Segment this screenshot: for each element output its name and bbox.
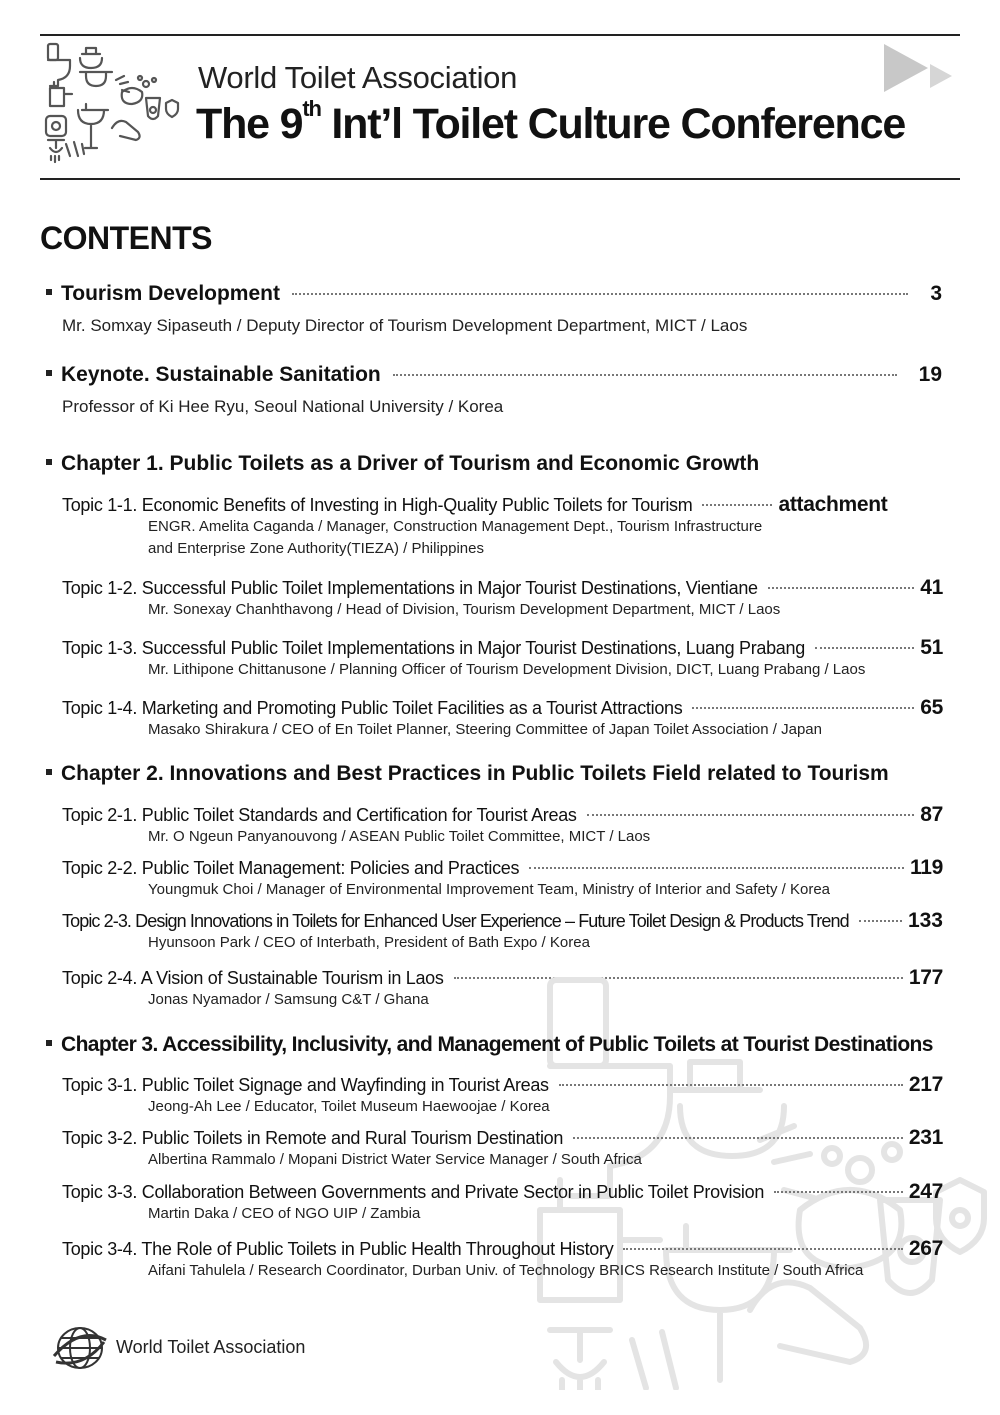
toc-page-number: 177 (908, 966, 943, 989)
topic-author: Masako Shirakura / CEO of En Toilet Planner, Steering Committee of Japan Toilet Association / Japan (148, 721, 822, 738)
toc-topic-1-2[interactable] (62, 576, 943, 600)
toc-page-number: 217 (908, 1073, 943, 1096)
dot-leader (529, 867, 904, 869)
bullet-square-icon (46, 289, 52, 295)
toc-page-number: 87 (920, 803, 943, 826)
toc-page-number: attachment (778, 493, 888, 516)
toc-page-number: 41 (920, 576, 943, 599)
topic-title: Topic 1-2. Successful Public Toilet Implementations in Major Tourist Destinations, Vientiane (62, 578, 758, 598)
conference-title-superscript: th (302, 96, 321, 121)
header-bottom-rule (40, 178, 960, 180)
toc-entry-keynote[interactable] (46, 363, 942, 387)
topic-title: Topic 3-2. Public Toilets in Remote and Rural Tourism Destination (62, 1128, 564, 1148)
author-line: ENGR. Amelita Caganda / Manager, Construction Management Dept., Tourism Infrastructure (148, 518, 763, 535)
dot-leader (815, 647, 914, 649)
toc-page-number: 231 (908, 1126, 943, 1149)
topic-title: Topic 2-3. Design Innovations in Toilets for Enhanced User Experience – Future Toilet Design & Products Trend (62, 911, 849, 931)
toc-page-number: 119 (910, 856, 943, 879)
topic-author: Mr. Lithipone Chittanusone / Planning Officer of Tourism Development Division, DICT, Luang Prabang / Laos (148, 661, 866, 678)
topic-author: Albertina Rammalo / Mopani District Water Service Manager / South Africa (148, 1151, 642, 1168)
topic-title: Topic 3-3. Collaboration Between Governments and Private Sector in Public Toilet Provision (62, 1182, 765, 1202)
topic-author: Martin Daka / CEO of NGO UIP / Zambia (148, 1205, 421, 1222)
toc-entry-speaker: Mr. Somxay Sipaseuth / Deputy Director of Tourism Development Department, MICT / Laos (62, 316, 748, 335)
topic-author: Jonas Nyamador / Samsung C&T / Ghana (148, 991, 429, 1008)
toc-topic-3-4[interactable] (62, 1237, 943, 1261)
toilet-fixtures-icon (42, 40, 182, 172)
bullet-square-icon (46, 370, 52, 376)
topic-author: Youngmuk Choi / Manager of Environmental Improvement Team, Ministry of Interior and Safety / Korea (148, 881, 831, 898)
header-top-rule (40, 34, 960, 36)
dot-leader (393, 374, 897, 376)
toc-page-number: 133 (907, 909, 943, 932)
dot-leader (692, 707, 914, 709)
topic-author: Aifani Tahulela / Research Coordinator, Durban Univ. of Technology BRICS Research Institute / South Africa (148, 1262, 864, 1279)
dot-leader (623, 1248, 902, 1250)
chapter-title: Chapter 1. Public Toilets as a Driver of Tourism and Economic Growth (61, 452, 760, 475)
dot-leader (292, 293, 908, 295)
topic-author (148, 516, 762, 560)
globe-icon (52, 1322, 108, 1374)
topic-title: Topic 2-4. A Vision of Sustainable Tourism in Laos (62, 968, 444, 988)
bullet-square-icon (46, 459, 52, 465)
toc-topic-1-1[interactable] (62, 493, 943, 517)
bullet-square-icon (46, 1040, 52, 1046)
conference-title (196, 96, 906, 149)
toc-entry-title: Keynote. Sustainable Sanitation (61, 363, 381, 386)
toc-topic-3-1[interactable] (62, 1073, 943, 1097)
toc-topic-1-4[interactable] (62, 696, 943, 720)
toc-page-number: 247 (908, 1180, 943, 1203)
toc-topic-2-2[interactable] (62, 856, 943, 880)
toc-topic-1-3[interactable] (62, 636, 943, 660)
dot-leader (859, 920, 902, 922)
toc-page-number: 3 (930, 282, 942, 305)
header-org-name: World Toilet Association (198, 60, 518, 95)
topic-author: Mr. O Ngeun Panyanouvong / ASEAN Public Toilet Committee, MICT / Laos (148, 828, 651, 845)
topic-title: Topic 2-2. Public Toilet Management: Policies and Practices (62, 858, 520, 878)
toc-entry-speaker: Professor of Ki Hee Ryu, Seoul National University / Korea (62, 397, 504, 416)
topic-title: Topic 3-1. Public Toilet Signage and Wayfinding in Tourist Areas (62, 1075, 549, 1095)
dot-leader (774, 1191, 903, 1193)
footer-org-name: World Toilet Association (116, 1337, 306, 1357)
topic-title: Topic 3-4. The Role of Public Toilets in Public Health Throughout History (62, 1239, 614, 1259)
conference-title-prefix: The 9 (196, 100, 303, 148)
toc-entry-tourism-development[interactable] (46, 282, 942, 306)
chapter-2-heading (46, 762, 942, 786)
toc-topic-3-2[interactable] (62, 1126, 943, 1150)
contents-heading: CONTENTS (40, 220, 212, 256)
chapter-1-heading (46, 452, 942, 476)
chapter-title: Chapter 2. Innovations and Best Practices in Public Toilets Field related to Tourism (61, 762, 889, 785)
toc-page-number: 65 (920, 696, 943, 719)
dot-leader (559, 1084, 903, 1086)
chapter-title: Chapter 3. Accessibility, Inclusivity, and Management of Public Toilets at Tourist Destinations (61, 1033, 933, 1056)
topic-title: Topic 2-1. Public Toilet Standards and Certification for Tourist Areas (62, 805, 577, 825)
toc-topic-2-1[interactable] (62, 803, 943, 827)
dot-leader (702, 504, 772, 506)
play-arrow-icon (882, 42, 956, 98)
dot-leader (768, 587, 914, 589)
topic-author: Jeong-Ah Lee / Educator, Toilet Museum Haewoojae / Korea (148, 1098, 550, 1115)
topic-author: Hyunsoon Park / CEO of Interbath, President of Bath Expo / Korea (148, 934, 590, 951)
topic-author: Mr. Sonexay Chanhthavong / Head of Division, Tourism Development Department, MICT / Laos (148, 601, 781, 618)
topic-title: Topic 1-1. Economic Benefits of Investing in High-Quality Public Toilets for Tourism (62, 495, 693, 515)
chapter-3-heading (46, 1033, 942, 1057)
dot-leader (587, 814, 915, 816)
conference-title-suffix: Int’l Toilet Culture Conference (320, 100, 906, 148)
dot-leader (573, 1137, 903, 1139)
topic-title: Topic 1-4. Marketing and Promoting Public Toilet Facilities as a Tourist Attractions (62, 698, 683, 718)
bullet-square-icon (46, 769, 52, 775)
author-line: and Enterprise Zone Authority(TIEZA) / Philippines (148, 540, 484, 557)
toc-topic-2-3[interactable] (62, 909, 943, 933)
toc-page-number: 19 (918, 363, 942, 386)
toc-topic-3-3[interactable] (62, 1180, 943, 1204)
toc-entry-title: Tourism Development (61, 282, 280, 305)
topic-title: Topic 1-3. Successful Public Toilet Implementations in Major Tourist Destinations, Luang Prabang (62, 638, 805, 658)
toc-page-number: 51 (920, 636, 943, 659)
toc-page-number: 267 (908, 1237, 943, 1260)
